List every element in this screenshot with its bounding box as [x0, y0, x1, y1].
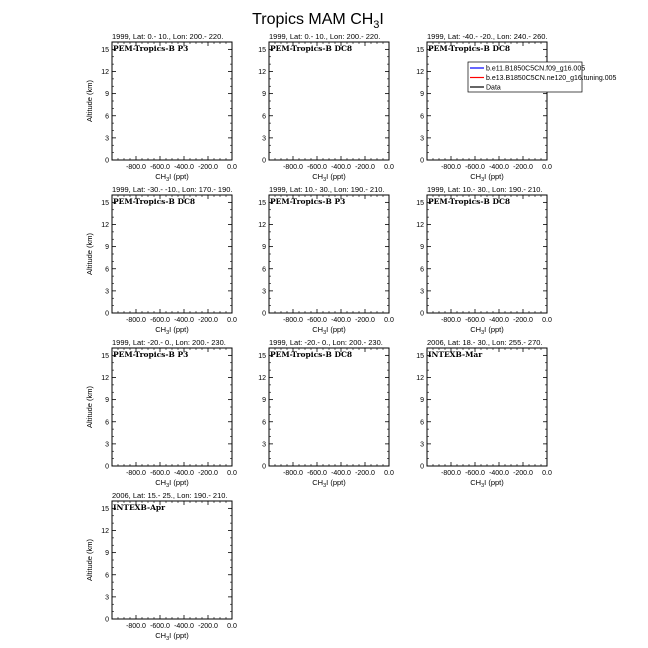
x-tick-label: -400.0: [174, 470, 194, 477]
legend: [468, 62, 616, 92]
y-tick-label: 3: [105, 441, 109, 449]
chart-panel-5: [258, 185, 394, 336]
y-tick-label: 0: [105, 616, 109, 624]
x-tick-label: 0.0: [384, 317, 394, 324]
x-tick-label: -600.0: [150, 164, 170, 171]
y-tick-label: 9: [262, 244, 266, 252]
x-axis-label-end: I (ppt): [484, 172, 504, 181]
panel-header: 1999, Lat: 10.- 30., Lon: 190.- 210.: [427, 185, 543, 194]
x-axis-label-subscript: 3: [166, 177, 170, 183]
y-tick-label: 6: [105, 572, 109, 580]
panel-label: PEM-Tropics-B P3: [113, 350, 189, 359]
y-tick-label: 6: [420, 113, 424, 121]
y-tick-label: 9: [105, 244, 109, 252]
x-tick-label: -600.0: [465, 164, 485, 171]
y-tick-label: 9: [105, 91, 109, 99]
x-tick-label: -200.0: [355, 317, 375, 324]
y-tick-label: 9: [105, 550, 109, 558]
x-tick-label: 0.0: [384, 164, 394, 171]
x-axis-label-end: I (ppt): [484, 478, 504, 487]
y-tick-label: 3: [262, 441, 266, 449]
x-axis-label-end: I (ppt): [169, 478, 189, 487]
y-tick-label: 12: [416, 69, 424, 76]
y-tick-label: 3: [420, 288, 424, 296]
panel-header: 1999, Lat: -30.- -10., Lon: 170.- 190.: [112, 185, 233, 194]
x-axis-label: [470, 172, 504, 183]
chart-panel-9: [416, 338, 552, 489]
panel-header: 1999, Lat: -40.- -20., Lon: 240.- 260.: [427, 32, 548, 41]
x-axis-label: [155, 478, 189, 489]
x-tick-label: -400.0: [331, 470, 351, 477]
x-tick-label: -800.0: [126, 317, 146, 324]
x-axis-label-main: CH: [312, 478, 324, 487]
y-tick-label: 15: [101, 199, 109, 207]
panel-header: 2006, Lat: 15.- 25., Lon: 190.- 210.: [112, 491, 228, 500]
x-axis-label: [312, 325, 346, 336]
x-axis-label-main: CH: [470, 325, 482, 334]
y-tick-label: 0: [420, 157, 424, 165]
figure-title-main: Tropics MAM CH: [252, 11, 374, 28]
x-axis-label-subscript: 3: [481, 177, 485, 183]
y-tick-label: 0: [420, 310, 424, 318]
x-tick-label: -800.0: [441, 317, 461, 324]
y-tick-label: 12: [258, 69, 266, 76]
y-tick-label: 9: [262, 91, 266, 99]
panel-header: 1999, Lat: 0.- 10., Lon: 200.- 220.: [112, 32, 224, 41]
x-axis-label: [470, 325, 504, 336]
x-tick-label: 0.0: [542, 470, 552, 477]
x-axis-label: [470, 478, 504, 489]
y-tick-label: 3: [105, 594, 109, 602]
plot-frame: [427, 348, 547, 466]
x-axis-label-main: CH: [470, 172, 482, 181]
panel-label: INTEXB-Mar: [428, 350, 483, 359]
y-tick-label: 15: [101, 352, 109, 360]
y-tick-label: 6: [420, 266, 424, 274]
y-tick-label: 9: [105, 397, 109, 405]
plot-frame: [112, 195, 232, 313]
y-tick-label: 12: [416, 222, 424, 229]
panel-header: 1999, Lat: -20.- 0., Lon: 200.- 230.: [112, 338, 226, 347]
y-tick-label: 9: [420, 397, 424, 405]
panel-label: PEM-Tropics-B P3: [113, 44, 189, 53]
y-tick-label: 0: [262, 463, 266, 471]
x-tick-label: 0.0: [227, 317, 237, 324]
y-tick-label: 15: [416, 352, 424, 360]
y-tick-label: 15: [416, 46, 424, 54]
x-tick-label: -400.0: [174, 164, 194, 171]
y-tick-label: 3: [420, 441, 424, 449]
x-axis-label-subscript: 3: [323, 483, 327, 489]
panel-label: PEM-Tropics-B DC8: [428, 44, 511, 53]
plot-frame: [269, 348, 389, 466]
x-tick-label: -400.0: [331, 164, 351, 171]
plot-frame: [269, 195, 389, 313]
y-tick-label: 6: [262, 266, 266, 274]
y-tick-label: 12: [101, 528, 109, 535]
y-tick-label: 12: [101, 69, 109, 76]
figure-title-subscript: 3: [373, 19, 380, 31]
y-tick-label: 15: [258, 199, 266, 207]
x-tick-label: -600.0: [307, 470, 327, 477]
y-tick-label: 0: [105, 310, 109, 318]
x-axis-label-main: CH: [155, 325, 167, 334]
x-tick-label: -600.0: [150, 317, 170, 324]
x-tick-label: -200.0: [198, 317, 218, 324]
y-tick-label: 0: [262, 310, 266, 318]
y-tick-label: 9: [420, 244, 424, 252]
y-tick-label: 12: [101, 222, 109, 229]
x-tick-label: 0.0: [384, 470, 394, 477]
plot-frame: [427, 42, 547, 160]
chart-panel-4: [85, 185, 237, 336]
chart-panel-1: [85, 32, 237, 183]
y-axis-label: Altitude (km): [85, 385, 94, 429]
x-tick-label: -200.0: [355, 164, 375, 171]
x-tick-label: -800.0: [126, 164, 146, 171]
chart-panel-10: [85, 491, 237, 642]
chart-panel-2: [258, 32, 394, 183]
y-tick-label: 15: [101, 46, 109, 54]
y-tick-label: 3: [262, 135, 266, 143]
y-axis-label: Altitude (km): [85, 232, 94, 276]
x-tick-label: 0.0: [227, 164, 237, 171]
panel-label: PEM-Tropics-B DC8: [428, 197, 511, 206]
panel-label: PEM-Tropics-B P3: [270, 197, 346, 206]
y-tick-label: 12: [416, 375, 424, 382]
plot-frame: [112, 501, 232, 619]
panel-label: INTEXB-Apr: [113, 503, 166, 512]
x-axis-label-end: I (ppt): [326, 478, 346, 487]
x-tick-label: -200.0: [513, 317, 533, 324]
figure-title-end: I: [379, 11, 384, 28]
y-tick-label: 0: [105, 157, 109, 165]
panel-label: PEM-Tropics-B DC8: [270, 350, 353, 359]
x-axis-label-main: CH: [312, 172, 324, 181]
legend-label-2: b.e13.B1850C5CN.ne120_g16.tuning.005: [486, 75, 617, 82]
x-axis-label-main: CH: [155, 478, 167, 487]
x-tick-label: -800.0: [126, 623, 146, 630]
y-tick-label: 15: [416, 199, 424, 207]
x-tick-label: 0.0: [227, 470, 237, 477]
x-tick-label: -200.0: [513, 164, 533, 171]
x-axis-label-end: I (ppt): [169, 172, 189, 181]
plot-frame: [112, 348, 232, 466]
x-axis-label: [312, 478, 346, 489]
x-tick-label: -200.0: [513, 470, 533, 477]
legend-label-3: Data: [486, 84, 501, 92]
x-axis-label-subscript: 3: [323, 330, 327, 336]
chart-panel-8: [258, 338, 394, 489]
x-axis-label-end: I (ppt): [169, 631, 189, 640]
x-tick-label: -600.0: [150, 470, 170, 477]
x-tick-label: -800.0: [126, 470, 146, 477]
panel-header: 1999, Lat: 10.- 30., Lon: 190.- 210.: [269, 185, 385, 194]
y-tick-label: 3: [262, 288, 266, 296]
panel-label: PEM-Tropics-B DC8: [113, 197, 196, 206]
x-axis-label-end: I (ppt): [169, 325, 189, 334]
y-tick-label: 6: [105, 419, 109, 427]
x-tick-label: 0.0: [542, 317, 552, 324]
x-tick-label: 0.0: [227, 623, 237, 630]
y-tick-label: 3: [420, 135, 424, 143]
plot-frame: [269, 42, 389, 160]
x-axis-label-subscript: 3: [166, 483, 170, 489]
chart-panel-3: [416, 32, 552, 183]
plot-frame: [427, 195, 547, 313]
panel-header: 1999, Lat: 0.- 10., Lon: 200.- 220.: [269, 32, 381, 41]
x-tick-label: -400.0: [489, 470, 509, 477]
y-tick-label: 0: [262, 157, 266, 165]
y-tick-label: 6: [420, 419, 424, 427]
y-tick-label: 3: [105, 288, 109, 296]
x-axis-label-main: CH: [155, 631, 167, 640]
y-tick-label: 3: [105, 135, 109, 143]
x-tick-label: -400.0: [174, 317, 194, 324]
panel-header: 2006, Lat: 18.- 30., Lon: 255.- 270.: [427, 338, 543, 347]
y-axis-label: Altitude (km): [85, 79, 94, 123]
y-tick-label: 6: [262, 113, 266, 121]
x-tick-label: -400.0: [331, 317, 351, 324]
x-tick-label: -800.0: [441, 470, 461, 477]
x-tick-label: -600.0: [150, 623, 170, 630]
x-axis-label-subscript: 3: [166, 636, 170, 642]
x-tick-label: -200.0: [198, 470, 218, 477]
y-tick-label: 0: [105, 463, 109, 471]
x-axis-label-subscript: 3: [481, 330, 485, 336]
x-axis-label: [155, 172, 189, 183]
legend-label-1: b.e11.B1850C5CN.f09_g16.005: [486, 65, 586, 73]
y-tick-label: 15: [258, 352, 266, 360]
x-tick-label: -800.0: [283, 317, 303, 324]
x-axis-label: [312, 172, 346, 183]
y-tick-label: 9: [420, 91, 424, 99]
panels-container: [85, 32, 552, 642]
x-axis-label-end: I (ppt): [484, 325, 504, 334]
x-tick-label: -600.0: [307, 164, 327, 171]
x-axis-label-end: I (ppt): [326, 325, 346, 334]
x-tick-label: -400.0: [489, 164, 509, 171]
x-tick-label: -200.0: [355, 470, 375, 477]
x-axis-label: [155, 325, 189, 336]
x-tick-label: 0.0: [542, 164, 552, 171]
y-tick-label: 15: [258, 46, 266, 54]
panel-header: 1999, Lat: -20.- 0., Lon: 200.- 230.: [269, 338, 383, 347]
x-axis-label-subscript: 3: [323, 177, 327, 183]
x-axis-label-main: CH: [470, 478, 482, 487]
x-axis-label-subscript: 3: [481, 483, 485, 489]
plot-frame: [112, 42, 232, 160]
x-tick-label: -800.0: [283, 164, 303, 171]
x-tick-label: -200.0: [198, 623, 218, 630]
y-tick-label: 6: [105, 113, 109, 121]
y-tick-label: 0: [420, 463, 424, 471]
x-tick-label: -600.0: [465, 470, 485, 477]
y-tick-label: 6: [105, 266, 109, 274]
x-tick-label: -800.0: [441, 164, 461, 171]
x-tick-label: -800.0: [283, 470, 303, 477]
x-axis-label-main: CH: [155, 172, 167, 181]
y-tick-label: 9: [262, 397, 266, 405]
chart-panel-6: [416, 185, 552, 336]
x-tick-label: -400.0: [174, 623, 194, 630]
panel-label: PEM-Tropics-B DC8: [270, 44, 353, 53]
figure-title: [252, 11, 384, 31]
x-axis-label-main: CH: [312, 325, 324, 334]
y-tick-label: 12: [101, 375, 109, 382]
y-tick-label: 12: [258, 375, 266, 382]
x-tick-label: -400.0: [489, 317, 509, 324]
y-axis-label: Altitude (km): [85, 538, 94, 582]
chart-panel-7: [85, 338, 237, 489]
y-tick-label: 6: [262, 419, 266, 427]
y-tick-label: 12: [258, 222, 266, 229]
x-axis-label: [155, 631, 189, 642]
x-axis-label-end: I (ppt): [326, 172, 346, 181]
x-tick-label: -600.0: [307, 317, 327, 324]
x-tick-label: -200.0: [198, 164, 218, 171]
x-axis-label-subscript: 3: [166, 330, 170, 336]
y-tick-label: 15: [101, 505, 109, 513]
x-tick-label: -600.0: [465, 317, 485, 324]
